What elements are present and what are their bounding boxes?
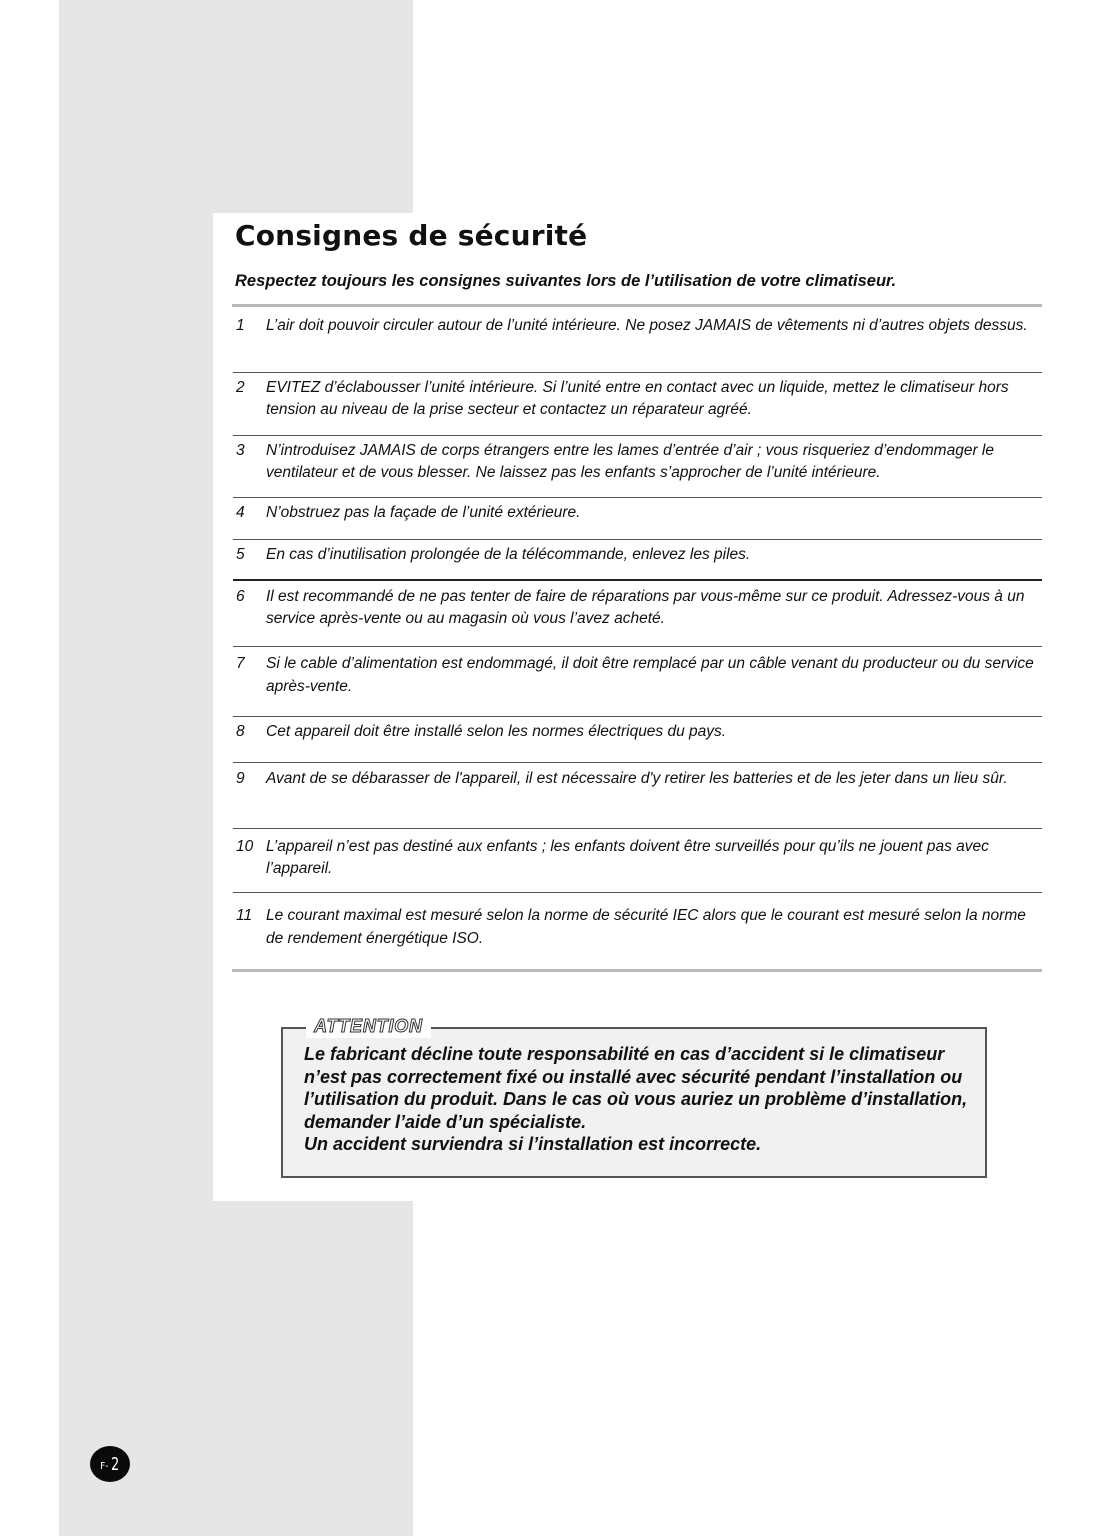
item-separator: [233, 579, 1042, 581]
item-text: Il est recommandé de ne pas tenter de faire de réparations par vous-même sur ce produit. Adressez-vous à un service après-vente ou au magasin où vous l’avez acheté.: [266, 588, 1025, 627]
bottom-rule: [232, 969, 1042, 972]
item-separator: [233, 497, 1042, 498]
safety-item-3: [236, 440, 1036, 483]
attention-conclusion: Un accident surviendra si l’installation est incorrecte.: [304, 1134, 762, 1154]
item-number: 9: [236, 770, 245, 787]
item-text: Si le cable d’alimentation est endommagé, il doit être remplacé par un câble venant du producteur ou du service après-vente.: [266, 655, 1034, 695]
item-separator: [233, 716, 1042, 717]
item-text: Cet appareil doit être installé selon les normes électriques du pays.: [266, 723, 727, 740]
page-number: 2: [110, 1453, 119, 1475]
attention-text: [304, 1043, 979, 1156]
item-text: En cas d’inutilisation prolongée de la télécommande, enlevez les piles.: [266, 546, 751, 563]
safety-item-1: [236, 315, 1036, 337]
page-prefix: F-: [100, 1460, 109, 1472]
item-separator: [233, 435, 1042, 436]
item-number: 6: [236, 588, 245, 605]
safety-item-6: [236, 586, 1036, 629]
item-separator: [233, 646, 1042, 647]
safety-item-7: [236, 652, 1036, 698]
item-number: 8: [236, 723, 245, 740]
item-number: 3: [236, 442, 245, 459]
safety-item-11: [236, 904, 1036, 950]
item-separator: [233, 762, 1042, 763]
top-rule: [232, 304, 1042, 307]
safety-item-9: [236, 767, 1036, 790]
item-number: 1: [236, 317, 245, 334]
item-text: Le courant maximal est mesuré selon la norme de sécurité IEC alors que le courant est mesuré selon la norme de rendement énergétique ISO.: [266, 907, 1026, 947]
page-number-badge: [90, 1446, 130, 1482]
safety-item-5: [236, 544, 1036, 566]
item-number: 7: [236, 655, 245, 672]
safety-item-8: [236, 721, 1036, 743]
item-text: EVITEZ d’éclabousser l’unité intérieure. Si l’unité entre en contact avec un liquide, mettez le climatiseur hors tension au niveau de la prise secteur et contactez un réparateur agréé.: [266, 379, 1009, 418]
item-separator: [233, 539, 1042, 540]
attention-label: ATTENTION: [306, 1014, 431, 1038]
item-number: 11: [236, 907, 253, 924]
safety-item-4: [236, 502, 1036, 524]
item-text: N’obstruez pas la façade de l’unité extérieure.: [266, 504, 581, 521]
item-number: 5: [236, 546, 245, 563]
item-number: 2: [236, 379, 245, 396]
item-separator: [233, 828, 1042, 829]
item-text: Avant de se débarasser de l'appareil, il est nécessaire d'y retirer les batteries et de les jeter dans un lieu sûr.: [266, 770, 1008, 787]
page-subtitle: Respectez toujours les consignes suivantes lors de l’utilisation de votre climatiseur.: [235, 272, 897, 290]
item-number: 4: [236, 504, 245, 521]
item-number: 10: [236, 838, 254, 855]
safety-item-2: [236, 377, 1036, 420]
item-separator: [233, 372, 1042, 373]
item-text: N’introduisez JAMAIS de corps étrangers entre les lames d’entrée d’air ; vous risqueriez d’endommager le ventilateur et de vous blesser. Ne laissez pas les enfants s’approcher de l’unité intérieure.: [266, 442, 994, 481]
item-text: L’air doit pouvoir circuler autour de l’unité intérieure. Ne posez JAMAIS de vêtements ni d’autres objets dessus.: [266, 317, 1028, 334]
item-text: L’appareil n’est pas destiné aux enfants ; les enfants doivent être surveillés pour qu’ils ne jouent pas avec l’appareil.: [266, 838, 989, 877]
attention-paragraph: Le fabricant décline toute responsabilité en cas d’accident si le climatiseur n’est pas correctement fixé ou installé avec sécurité pendant l’installation ou l’utilisation du produit. Dans le cas où vous auriez un problème d’installation, demander l’aide d’un spécialiste.: [304, 1044, 968, 1132]
safety-item-10: [236, 836, 1036, 879]
page-title: Consignes de sécurité: [235, 219, 588, 252]
item-separator: [233, 892, 1042, 893]
